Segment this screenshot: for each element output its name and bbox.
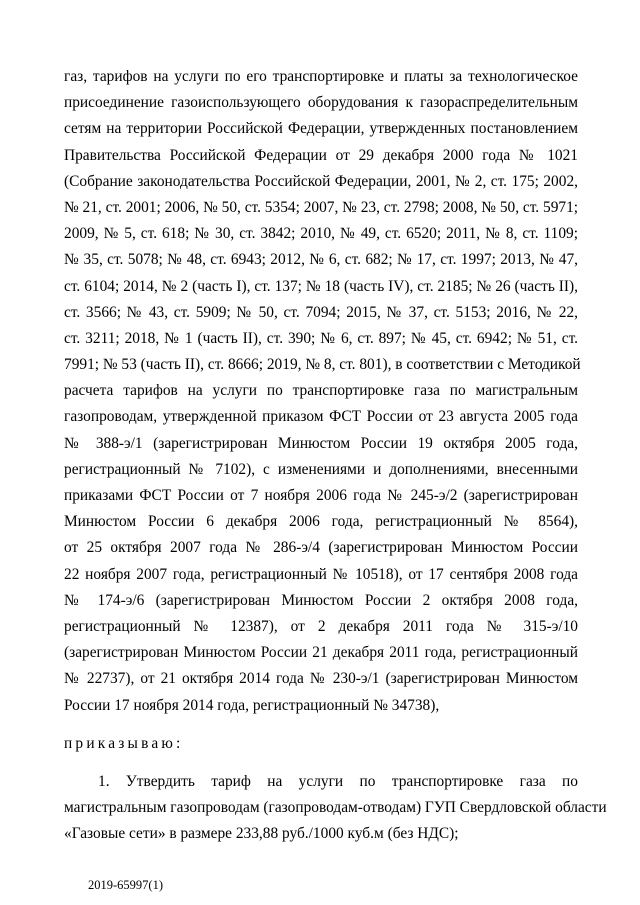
paragraph-line: 2009, № 5, ст. 618; № 30, ст. 3842; 2010, № 49, ст. 6520; 2011, № 8, ст. 1109; <box>64 225 578 243</box>
paragraph-line: Минюстом России 6 декабря 2006 года, регистрационный № 8564), <box>64 513 578 531</box>
paragraph-line: (зарегистрирован Минюстом России 21 декабря 2011 года, регистрационный <box>64 644 578 662</box>
paragraph-line: сетям на территории Российской Федерации, утвержденных постановлением <box>64 120 578 138</box>
spacer <box>64 719 578 731</box>
item-line: магистральным газопроводам (газопроводам-отводам) ГУП Свердловской области <box>64 799 607 817</box>
paragraph-line: ст. 3566; № 43, ст. 5909; № 50, ст. 7094; 2015, № 37, ст. 5153; 2016, № 22, <box>64 303 578 321</box>
paragraph-line: № 21, ст. 2001; 2006, № 50, ст. 5354; 2007, № 23, ст. 2798; 2008, № 50, ст. 5971; <box>64 198 579 216</box>
paragraph-line: № 22737), от 21 октября 2014 года № 230-э/1 (зарегистрирован Минюстом <box>64 670 578 688</box>
paragraph-line: 22 ноября 2007 года, регистрационный № 10518), от 17 сентября 2008 года <box>64 565 578 583</box>
order-item-1 <box>64 769 607 848</box>
paragraph-line: Правительства Российской Федерации от 29 декабря 2000 года № 1021 <box>64 146 578 164</box>
order-word: приказываю: <box>64 734 184 752</box>
paragraph-line: газ, тарифов на услуги по его транспортировке и платы за технологическое <box>64 68 578 85</box>
paragraph-line: регистрационный № 7102), с изменениями и дополнениями, внесенными <box>64 460 578 478</box>
paragraph-line: России 17 ноября 2014 года, регистрационный № 34738), <box>64 696 440 714</box>
paragraph-line: № 35, ст. 5078; № 48, ст. 6943; 2012, № 6, ст. 682; № 17, ст. 1997; 2013, № 47, <box>64 251 578 269</box>
document-registration-code: 2019-65997(1) <box>88 878 163 892</box>
paragraph-line: ст. 3211; 2018, № 1 (часть II), ст. 390; № 6, ст. 897; № 45, ст. 6942; № 51, ст. <box>64 329 578 347</box>
paragraph-line: 7991; № 53 (часть II), ст. 8666; 2019, № 8, ст. 801), в соответствии с Методикой <box>64 356 581 374</box>
paragraph-line: присоединение газоиспользующего оборудования к газораспределительным <box>64 94 578 112</box>
paragraph-line: от 25 октября 2007 года № 286-э/4 (зарегистрирован Минюстом России <box>64 539 578 557</box>
item-line: «Газовые сети» в размере 233,88 руб./1000 куб.м (без НДС); <box>64 825 459 843</box>
paragraph-line: приказами ФСТ России от 7 ноября 2006 года № 245-э/2 (зарегистрирован <box>64 487 578 504</box>
item-line: 1. Утвердить тариф на услуги по транспортировке газа по <box>98 772 578 790</box>
paragraph-line: расчета тарифов на услуги по транспортировке газа по магистральным <box>64 382 578 400</box>
paragraph-line: (Собрание законодательства Российской Федерации, 2001, № 2, ст. 175; 2002, <box>64 172 578 190</box>
paragraph-line: № 388-э/1 (зарегистрирован Минюстом России 19 октября 2005 года, <box>64 434 578 452</box>
paragraph-line: № 174-э/6 (зарегистрирован Минюстом России 2 октября 2008 года, <box>64 591 578 609</box>
main-paragraph <box>64 64 581 719</box>
document-body <box>64 64 607 847</box>
spacer <box>64 757 578 769</box>
paragraph-line: регистрационный № 12387), от 2 декабря 2011 года № 315-э/10 <box>64 617 578 635</box>
paragraph-line: ст. 6104; 2014, № 2 (часть I), ст. 137; № 18 (часть IV), ст. 2185; № 26 (часть II), <box>64 277 578 295</box>
paragraph-line: газопроводам, утвержденной приказом ФСТ России от 23 августа 2005 года <box>64 408 578 426</box>
